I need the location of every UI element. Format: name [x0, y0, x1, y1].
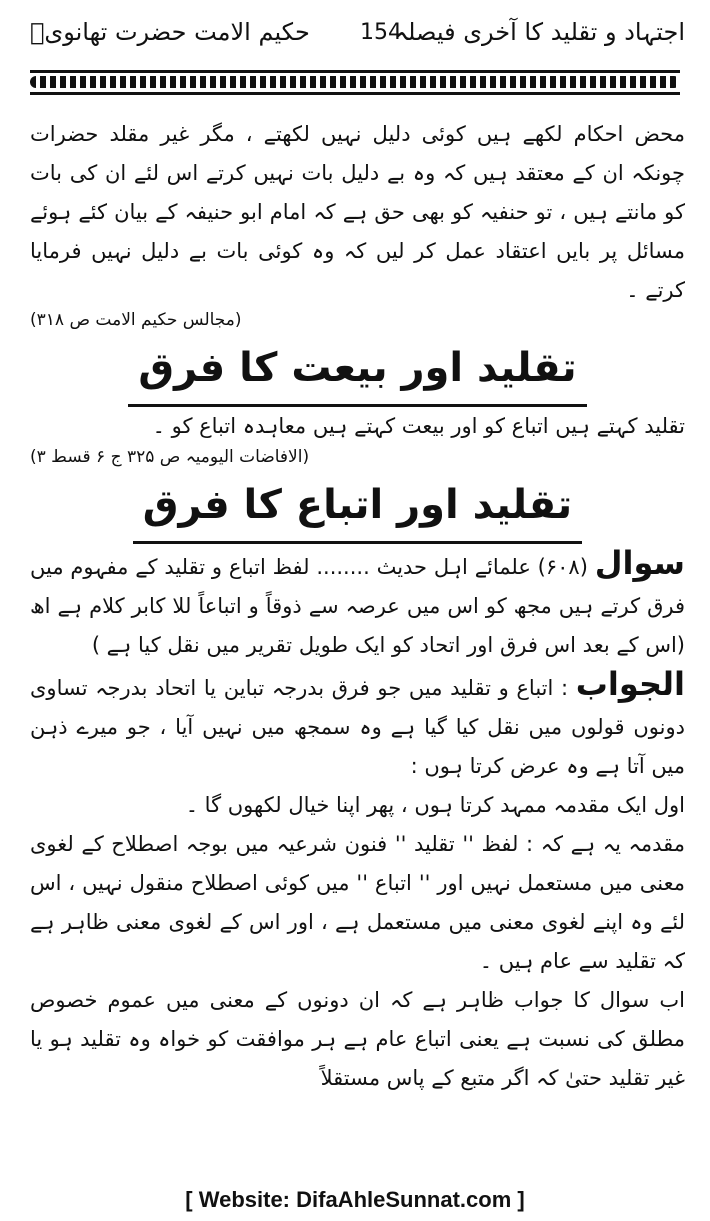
- rule-line: [30, 92, 680, 95]
- paragraph: اول ایک مقدمہ ممہد کرتا ہوں ، پھر اپنا خیال لکھوں گا ۔: [185, 793, 685, 817]
- paragraph: محض احکام لکھے ہیں کوئی دلیل نہیں لکھتے ، مگر غیر مقلد حضرات چونکہ ان کے معتقد ہیں کہ وہ بے دلیل بات نہیں کرتے اس لئے ان کی بات کو مانتے ہیں ، تو حنفیہ کو بھی حق ہے کہ امام ابو حنیفہ کے بیان کئے ہوئے مسائل پر بایں اعتقاد عمل کر لیں کہ وہ کوئی بات بے دلیل نہیں فرمایا کرتے ۔: [30, 122, 685, 302]
- rule-line: [30, 70, 680, 73]
- section-heading: [30, 338, 685, 407]
- answer-text: : اتباع و تقلید میں جو فرق بدرجہ تباین یا اتحاد بدرجہ تساوی دونوں قولوں میں نقل کیا گیا ہے وہ سمجھ میں نہیں آیا ، جو میرے ذہن میں آتا ہے وہ عرض کرتا ہوں :: [30, 676, 685, 778]
- question-label: سوال: [594, 544, 685, 582]
- section-heading: [30, 475, 685, 544]
- paragraph: مقدمہ یہ ہے کہ : لفظ '' تقلید '' فنون شرعیہ میں بوجہ اصطلاح کے لغوی معنی میں مستعمل نہیں اور '' اتباع '' میں کوئی اصطلاح منقول نہیں ، اس لئے وہ اپنے لغوی معنی میں مستعمل ہے ، اور اس کے لغوی معنی ظاہر ہے کہ تقلید سے عام ہیں ۔: [30, 832, 685, 973]
- page-header: [25, 18, 685, 58]
- reference-citation: (مجالس حکیم الامت ص ۳۱۸): [30, 310, 242, 330]
- section-heading-text: تقلید اور بیعت کا فرق: [128, 338, 586, 407]
- reference-citation: (الافاضات الیومیہ ص ۳۲۵ ج ۶ قسط ۳): [30, 447, 310, 467]
- question-paragraph: [30, 544, 685, 665]
- bead-border: [30, 76, 680, 88]
- author-title: حکیم الامت حضرت تھانویؒ: [30, 18, 310, 46]
- paragraph: تقلید کہتے ہیں اتباع کو اور بیعت کہتے ہیں معاہدہ اتباع کو ۔: [152, 414, 685, 438]
- website-footer: [ Website: DifaAhleSunnat.com ]: [185, 1187, 525, 1212]
- answer-paragraph: [30, 665, 685, 786]
- page-body: [30, 115, 685, 1098]
- section-heading-text: تقلید اور اتباع کا فرق: [133, 475, 582, 544]
- answer-label: الجواب: [575, 665, 685, 703]
- question-text: (۶۰۸) علمائے اہل حدیث ........ لفظ اتباع و تقلید کے مفہوم میں فرق کرتے ہیں مجھ کو اس میں عرصہ سے ذوقاً و اتباعاً للا کابر کلام ہے اھ (اس کے بعد اس فرق اور اتحاد کو ایک طویل تقریر میں نقل کیا ہے ): [30, 555, 685, 657]
- book-title: اجتہاد و تقلید کا آخری فیصلہ: [394, 18, 685, 46]
- page-number: 154: [360, 20, 402, 45]
- header-ornament-divider: [30, 70, 680, 104]
- paragraph: اب سوال کا جواب ظاہر ہے کہ ان دونوں کے معنی میں عموم خصوص مطلق کی نسبت ہے یعنی اتباع عام ہے ہر موافقت کو خواہ وہ تقلید ہو یا غیر تقلید حتیٰ کہ اگر متبع کے پاس مستقلاً: [30, 988, 685, 1090]
